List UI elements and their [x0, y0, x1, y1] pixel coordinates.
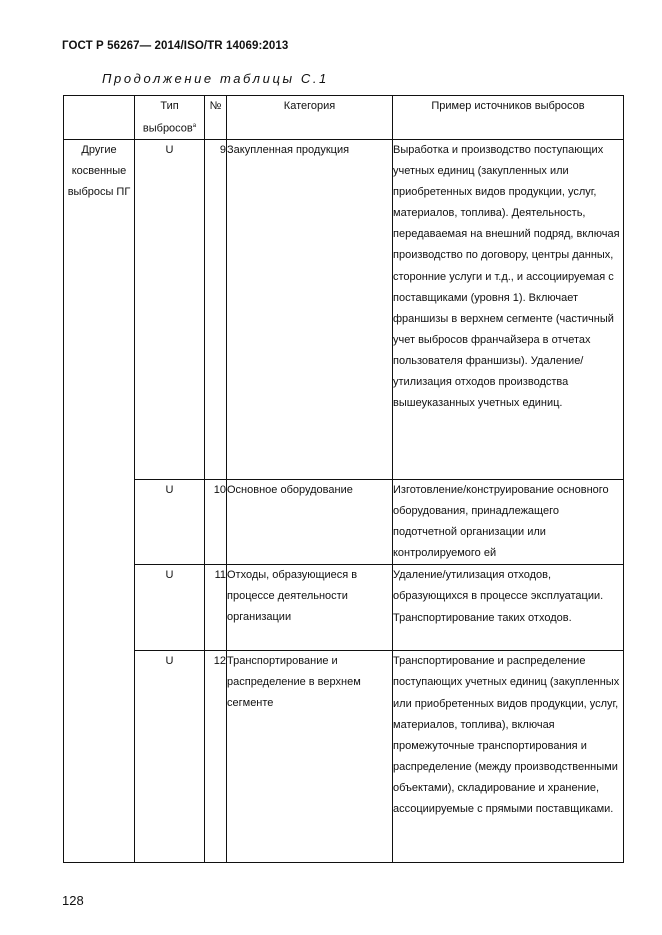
header-type-footnote: a	[192, 123, 197, 129]
header-emission-type	[135, 96, 205, 140]
table-row	[64, 480, 624, 565]
header-empty-cell	[64, 96, 135, 140]
example-cell: Удаление/утилизация отходов, образующихся в процессе эксплуатации. Транспортирование таких отходов.	[393, 565, 624, 651]
table-row	[64, 565, 624, 651]
header-examples: Пример источников выбросов	[393, 96, 624, 140]
example-cell: Транспортирование и распределение поступающих учетных единиц (закупленных или приобретенных видов продукции, услуг, материалов, топлива), включая промежуточные транспортирования и распределение (между производственными объектами), складирование и хранение, ассоциируемые с прямыми поставщиками.	[393, 651, 624, 863]
category-cell: Закупленная продукция	[227, 140, 393, 480]
table-row	[64, 651, 624, 863]
emission-type-cell: U	[135, 140, 205, 480]
header-category: Категория	[227, 96, 393, 140]
example-cell: Выработка и производство поступающих учетных единиц (закупленных или приобретенных видов продукции, услуг, материалов, топлива). Деятельность, передаваемая на внешний подряд, включая производство по договору, центры данных, сторонние услуги и т.д., и ассоциируемая с поставщиками (уровня 1). Включает франшизы в верхнем сегменте (частичный учет выбросов франчайзера в отчетах пользователя франшизы). Удаление/утилизация отходов производства вышеуказанных учетных единиц.	[393, 140, 624, 480]
page-number: 128	[62, 893, 84, 908]
header-number: №	[205, 96, 227, 140]
category-cell: Основное оборудование	[227, 480, 393, 565]
table-row	[64, 140, 624, 480]
emission-type-cell: U	[135, 651, 205, 863]
category-cell: Транспортирование и распределение в верхнем сегменте	[227, 651, 393, 863]
category-cell: Отходы, образующиеся в процессе деятельности организации	[227, 565, 393, 651]
example-cell: Изготовление/конструирование основного оборудования, принадлежащего подотчетной организации или контролируемого ей	[393, 480, 624, 565]
row-number-cell: 11	[205, 565, 227, 651]
table-header-row	[64, 96, 624, 140]
header-type-label: Тип выбросов	[142, 100, 193, 135]
row-number-cell: 12	[205, 651, 227, 863]
document-header: ГОСТ Р 56267— 2014/ISO/TR 14069:2013	[62, 40, 289, 52]
emission-type-cell: U	[135, 480, 205, 565]
table-continuation-title: Продолжение таблицы С.1	[102, 71, 329, 86]
emissions-table	[63, 95, 624, 863]
row-number-cell: 10	[205, 480, 227, 565]
group-label-cell: Другие косвенные выбросы ПГ	[64, 140, 135, 863]
emission-type-cell: U	[135, 565, 205, 651]
row-number-cell: 9	[205, 140, 227, 480]
